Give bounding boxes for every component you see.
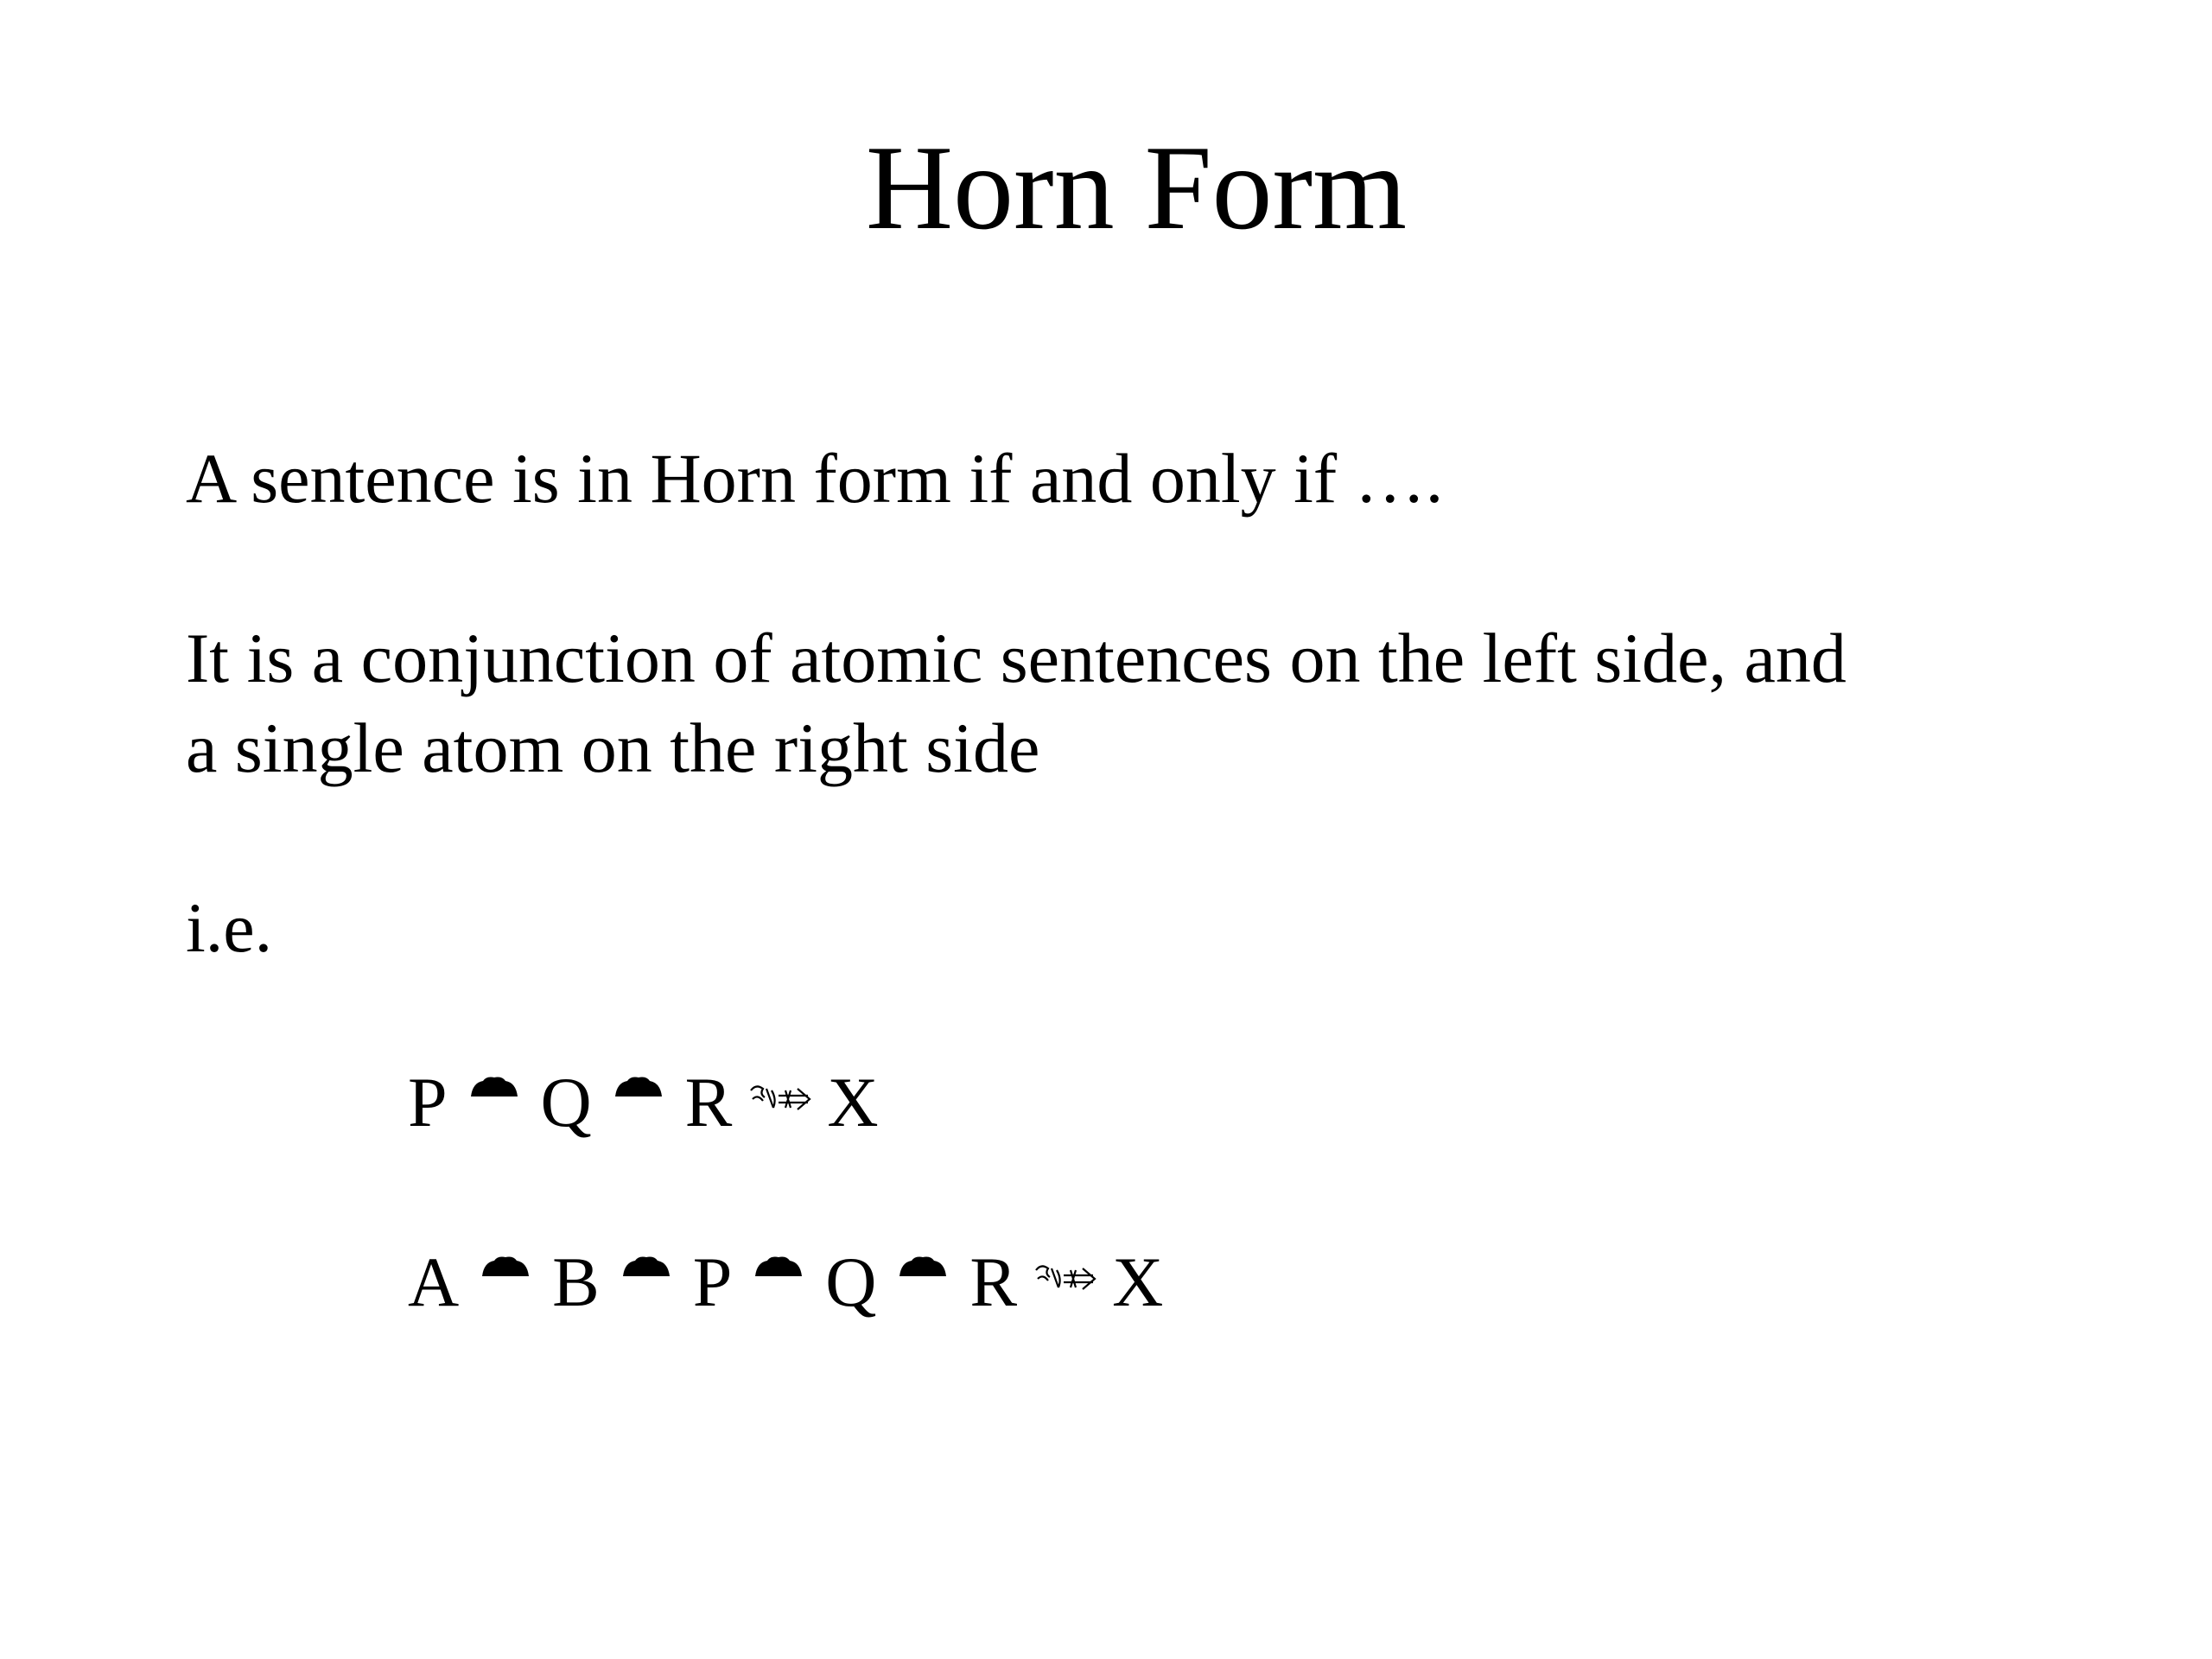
and-symbol-icon bbox=[752, 1254, 805, 1280]
atom: Q bbox=[540, 1063, 592, 1141]
atom: R bbox=[684, 1063, 733, 1141]
implies-symbol-icon bbox=[747, 1082, 811, 1116]
and-symbol-icon bbox=[479, 1254, 532, 1280]
explanation-text bbox=[186, 613, 1847, 793]
atom: B bbox=[552, 1243, 600, 1321]
explanation-line-1: It is a conjunction of atomic sentences on the left side, and bbox=[186, 619, 1847, 697]
atom: R bbox=[969, 1243, 1018, 1321]
implies-symbol-icon bbox=[1033, 1262, 1096, 1296]
and-symbol-icon bbox=[896, 1254, 950, 1280]
atom: X bbox=[1112, 1243, 1164, 1321]
ie-label: i.e. bbox=[186, 888, 273, 967]
atom: X bbox=[827, 1063, 879, 1141]
atom: A bbox=[408, 1243, 460, 1321]
and-symbol-icon bbox=[467, 1074, 521, 1100]
slide-title: Horn Form bbox=[865, 121, 1408, 255]
atom: P bbox=[408, 1063, 448, 1141]
definition-line: A sentence is in Horn form if and only if …. bbox=[186, 439, 1444, 518]
formula-2 bbox=[408, 1237, 1163, 1327]
formula-1 bbox=[408, 1058, 879, 1147]
and-symbol-icon bbox=[612, 1074, 665, 1100]
atom: P bbox=[692, 1243, 733, 1321]
explanation-line-2: a single atom on the right side bbox=[186, 709, 1040, 787]
atom: Q bbox=[825, 1243, 877, 1321]
and-symbol-icon bbox=[620, 1254, 673, 1280]
